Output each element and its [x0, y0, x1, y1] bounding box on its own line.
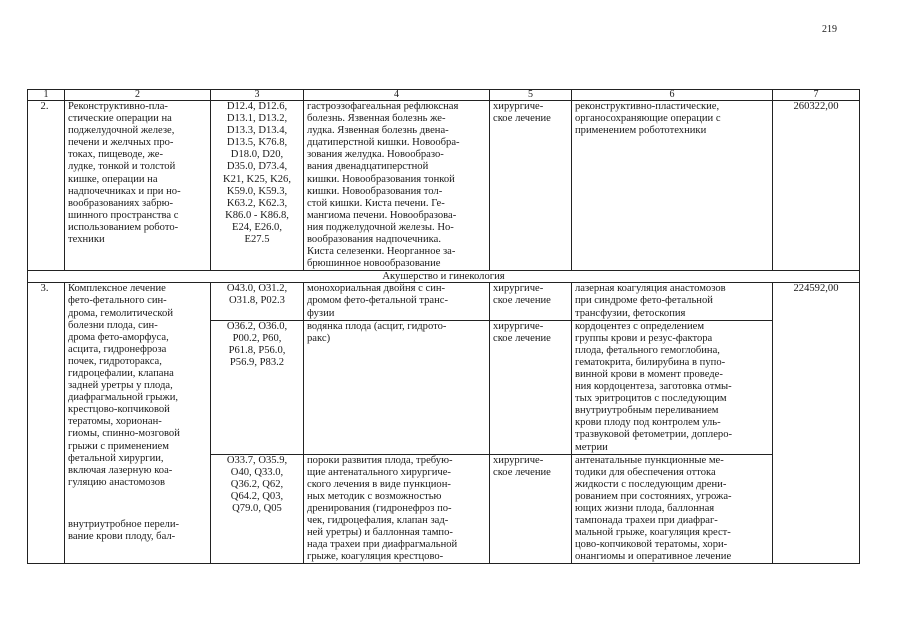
treatment-group-name: Комплексное лечение фето-фетального син- дрома, гемолитической болезни плода, син- дрома фето-аморфуса, асцита, гидронефроза почек, гидроторакса, гидроцефалии, клапана задней уретры у плода, диафрагмальной грыжи, крестцово-копчиковой тератомы, хорионан- гиомы, спинно-мозговой грыжи с применением фетальной хирургии, включая лазерную коа- гуляцию анастомозов: [68, 283, 180, 488]
column-number: 5: [490, 90, 572, 101]
treatment-method: кордоцентез с определением группы крови и резус-фактора плода, фетального гемоглобина, гематокрита, билирубина в пупо- винной крови в момент проведе- ния кордоцентеза, заготовка отмы- тых эритроцитов с последующим внутриутробным переливанием крови плоду под контролем уль- тразвуковой фетометрии, доплеро- метрии: [572, 320, 773, 454]
column-number: 6: [572, 90, 773, 101]
page-number: 219: [822, 24, 837, 35]
treatment-group-name-continued: внутриутробное перели- вание крови плоду, бал-: [68, 518, 180, 542]
treatment-group-cell: [65, 283, 211, 564]
section-title: Акушерство и гинекология: [28, 271, 860, 283]
diagnosis-model: монохориальная двойня с син- дромом фето-фетальной транс- фузии: [304, 283, 490, 320]
icd-codes: D12.4, D12.6, D13.1, D13.2, D13.3, D13.4, D13.5, K76.8, D18.0, D20, D35.0, D73.4, K21, K25, K26, K59.0, K59.3, K63.2, K62.3, K86.0 - K86.8, E24, E26.0, E27.5: [211, 101, 304, 271]
column-number-row: [28, 90, 860, 101]
icd-codes: O33.7, O35.9, O40, Q33.0, Q36.2, Q62, Q64.2, Q03, Q79.0, Q05: [211, 454, 304, 564]
treatment-method: реконструктивно-пластические, органосохраняющие операции с применением робототехники: [572, 101, 773, 271]
diagnosis-model: пороки развития плода, требую- щие антенатального хирургиче- ского лечения в виде пункцион- ных методик с возможностью дренирования (гидронефроз по- чек, гидроцефалия, клапан зад- ней уретры) и баллонная тампо- нада трахеи при диафрагмальной грыже, коагуляция крестцово-: [304, 454, 490, 564]
column-number: 1: [28, 90, 65, 101]
column-number: 2: [65, 90, 211, 101]
column-number: 4: [304, 90, 490, 101]
column-number: 3: [211, 90, 304, 101]
treatment-type: хирургиче- ское лечение: [490, 283, 572, 320]
row-number: 2.: [28, 101, 65, 271]
treatment-method: антенатальные пункционные ме- тодики для обеспечения оттока жидкости с последующим дрени- рованием при состояниях, угрожа- ющих жизни плода, баллонная тампонада трахеи при диафраг- мальной грыже, коагуляция крест- цово-копчиковой тератомы, хори- онангиомы и оперативное лечение: [572, 454, 773, 564]
price-value: 224592,00: [773, 283, 860, 564]
price-value: 260322,00: [773, 101, 860, 271]
icd-codes: O43.0, O31.2, O31.8, P02.3: [211, 283, 304, 320]
treatment-group-name: Реконструктивно-пла- стические операции на поджелудочной железе, печени и желчных про- токах, пищеводе, же- лудке, тонкой и толстой кишке, операции на надпочечниках и при но- вообразованиях забрю- шинного пространства с использованием робото- техники: [65, 101, 211, 271]
icd-codes: O36.2, O36.0, P00.2, P60, P61.8, P56.0, P56.9, P83.2: [211, 320, 304, 454]
diagnosis-model: водянка плода (асцит, гидрото- ракс): [304, 320, 490, 454]
medical-care-table: [27, 89, 860, 564]
treatment-method: лазерная коагуляция анастомозов при синдроме фето-фетальной трансфузии, фетоскопия: [572, 283, 773, 320]
table-row: [28, 283, 860, 320]
table-row: [28, 101, 860, 271]
treatment-type: хирургиче- ское лечение: [490, 320, 572, 454]
row-number: 3.: [28, 283, 65, 564]
diagnosis-model: гастроэзофагеальная рефлюксная болезнь. Язвенная болезнь же- лудка. Язвенная болезнь двена- дцатиперстной кишки. Новообра- зования желудка. Новообразо- вания двенадцатиперстной кишки. Новообразования тонкой кишки. Новообразования тол- стой кишки. Киста печени. Ге- мангиома печени. Новообразова- ния поджелудочной железы. Но- вообразования надпочечника. Киста селезенки. Неорганное за- брюшинное новообразование: [304, 101, 490, 271]
section-row: [28, 271, 860, 283]
treatment-type: хирургиче- ское лечение: [490, 454, 572, 564]
treatment-type: хирургиче- ское лечение: [490, 101, 572, 271]
column-number: 7: [773, 90, 860, 101]
